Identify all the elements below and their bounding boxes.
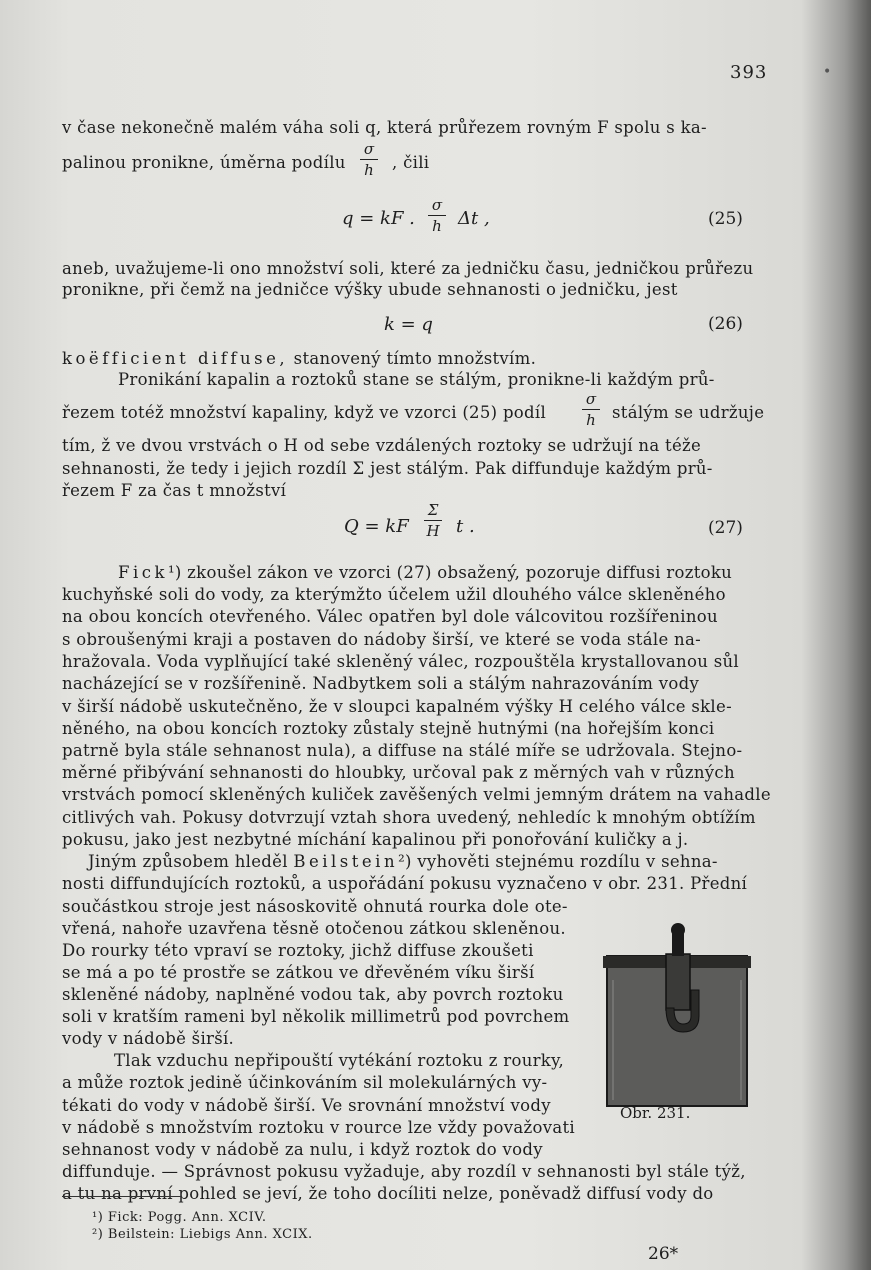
footnote-mark: ¹) xyxy=(167,563,182,582)
text-line: palinou pronikne, úměrna podílu xyxy=(62,153,346,172)
text-line: aneb, uvažujeme-li ono množství soli, které za jedničku času, jedničkou průřezu xyxy=(62,259,754,278)
text-line: soli v kratším rameni byl několik millimetrů pod povrchem xyxy=(62,1007,570,1026)
text-line: diffunduje. — Správnost pokusu vyžaduje, aby rozdíl v sehnanosti byl stále týž, xyxy=(62,1162,746,1181)
siphon-tube-long-arm xyxy=(666,954,690,1010)
text-line: a může roztok jedině účinkováním sil molekulárných vy- xyxy=(62,1073,548,1092)
page-number: 393 xyxy=(730,62,768,83)
text-line: Do rourky této vpraví se roztoky, jichž diffuse zkoušeti xyxy=(62,941,534,960)
fraction-numerator: Σ xyxy=(427,501,439,519)
figure-caption: Obr. 231. xyxy=(620,1104,691,1122)
text-line: se má a po té prostře se zátkou ve dřevěném víku širší xyxy=(62,963,535,982)
text-line: řezem totéž množství kapaliny, když ve vzorci (25) podíl xyxy=(62,403,547,422)
text-line xyxy=(88,852,718,872)
text-line: vrstvách pomocí skleněných kuliček zavěšených velmi jemným drátem na vahadle xyxy=(62,785,771,804)
footnote: ²) Beilstein: Liebigs Ann. XCIX. xyxy=(92,1227,313,1242)
text-line: v čase nekonečně malém váha soli q, která průřezem rovným F spolu s ka- xyxy=(62,118,707,137)
text-line xyxy=(62,349,536,369)
fraction-denominator: h xyxy=(364,161,374,179)
equation-26: k = q xyxy=(384,314,433,335)
spaced-term: koëfficient diffuse, xyxy=(62,349,289,368)
text-line: nosti diffundujících roztoků, a uspořádání pokusu vyznačeno v obr. 231. Přední xyxy=(62,874,748,893)
text-span: vyhověti stejnému rozdílu v sehna- xyxy=(411,852,718,871)
text-line: a tu na první pohled se jeví, že toho docíliti nelze, poněvadž diffusí vody do xyxy=(62,1184,714,1203)
text-line: sehnanosti, že tedy i jejich rozdíl Σ jest stálým. Pak diffunduje každým prů- xyxy=(62,459,713,478)
page-dot: • xyxy=(823,64,832,80)
text-line: s obroušenými kraji a postaven do nádoby širší, ve které se voda stále na- xyxy=(62,630,701,649)
fraction-denominator: h xyxy=(586,411,596,429)
text-span: Jiným způsobem hleděl xyxy=(88,852,294,871)
fraction-denominator: H xyxy=(426,522,440,540)
equation-25-fraction xyxy=(428,196,446,235)
equation-27-right: t . xyxy=(456,516,475,537)
fraction-numerator: σ xyxy=(585,390,597,408)
text-line: tím, ž ve dvou vrstvách o H od sebe vzdálených roztoky se udržují na téže xyxy=(62,436,702,455)
text-line: pronikne, při čemž na jedničce výšky ubude sehnanosti o jedničku, jest xyxy=(62,280,678,299)
text-line: nacházející se v rozšířenině. Nadbytkem soli a stálým nahrazováním vody xyxy=(62,674,700,693)
text-line: sehnanost vody v nádobě za nulu, i když roztok do vody xyxy=(62,1140,543,1159)
figure-231-apparatus xyxy=(603,920,753,1110)
equation-27-fraction xyxy=(424,501,442,540)
text-line: vřená, nahoře uzavřena těsně otočenou zátkou skleněnou. xyxy=(62,919,566,938)
equation-25-left: q = kF . xyxy=(342,208,415,229)
text-line: měrné přibývání sehnanosti do hloubky, určoval pak z měrných vah v různých xyxy=(62,763,735,782)
text-span: zkoušel zákon ve vzorci (27) obsažený, pozoruje diffusi roztoku xyxy=(181,563,733,582)
equation-26-label: (26) xyxy=(708,314,743,334)
equation-25-right: Δt , xyxy=(458,208,490,229)
text-line: pokusu, jako jest nezbytné míchání kapalinou při ponořování kuličky a j. xyxy=(62,830,689,849)
signature-mark: 26* xyxy=(648,1244,679,1264)
fraction-denominator: h xyxy=(432,217,442,235)
fraction-numerator: σ xyxy=(431,196,443,214)
equation-27-left: Q = kF xyxy=(344,516,409,537)
text-line: hražovala. Voda vyplňující také skleněný válec, rozpouštěla krystallovanou sůl xyxy=(62,652,739,671)
text-line: stálým se udržuje xyxy=(612,403,765,422)
footnote-mark: ²) xyxy=(398,852,412,871)
text-line: vody v nádobě širší. xyxy=(62,1029,235,1048)
spaced-name: Fick xyxy=(118,563,168,582)
text-line: , čili xyxy=(392,153,430,172)
text-line: citlivých vah. Pokusy dotvrzují vztah shora uvedený, nehledíc k mnohým obtížím xyxy=(62,808,756,827)
spaced-name: Beilstein xyxy=(293,852,399,871)
text-line: tékati do vody v nádobě širší. Ve srovnání množství vody xyxy=(62,1096,551,1115)
fraction-bar xyxy=(360,159,378,160)
inline-fraction xyxy=(582,390,600,429)
text-line: v nádobě s množstvím roztoku v rource lze vždy považovati xyxy=(62,1118,575,1137)
footnote: ¹) Fick: Pogg. Ann. XCIV. xyxy=(92,1210,267,1225)
fraction-bar xyxy=(424,520,442,521)
text-line: patrně byla stále sehnanost nula), a diffuse na stálé míře se udržovala. Stejno- xyxy=(62,741,743,760)
text-line: na obou koncích otevřeného. Válec opatřen byl dole válcovitou rozšířeninou xyxy=(62,607,718,626)
text-line: Pronikání kapalin a roztoků stane se stálým, pronikne-li každým prů- xyxy=(118,370,715,389)
text-line: řezem F za čas t množství xyxy=(62,481,287,500)
inline-fraction xyxy=(360,140,378,179)
fraction-bar xyxy=(582,409,600,410)
equation-25-label: (25) xyxy=(708,209,743,229)
text-line: součástkou stroje jest násoskovitě ohnutá rourka dole ote- xyxy=(62,897,568,916)
fraction-bar xyxy=(428,215,446,216)
text-span: stanovený tímto množstvím. xyxy=(288,349,537,368)
text-line: kuchyňské soli do vody, za kterýmžto účelem užil dlouhého válce skleněného xyxy=(62,585,726,604)
fraction-numerator: σ xyxy=(363,140,375,158)
text-line xyxy=(118,563,732,583)
stopper-knob xyxy=(671,923,685,937)
text-line: skleněné nádoby, naplněné vodou tak, aby povrch roztoku xyxy=(62,985,564,1004)
equation-27-label: (27) xyxy=(708,518,743,538)
text-line: v širší nádobě uskutečněno, že v sloupci kapalném výšky H celého válce skle- xyxy=(62,697,732,716)
text-line: Tlak vzduchu nepřipouští vytékání roztoku z rourky, xyxy=(114,1051,565,1070)
text-line: něného, na obou koncích roztoky zůstaly stejně hutnými (na hořejším konci xyxy=(62,719,715,738)
footnote-rule xyxy=(62,1196,182,1197)
